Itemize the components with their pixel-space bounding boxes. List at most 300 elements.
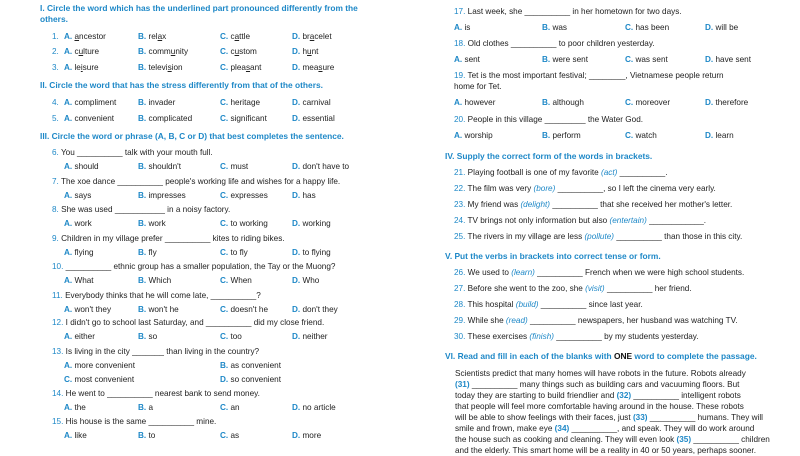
answer-option[interactable]	[64, 32, 106, 42]
option-letter: C.	[220, 63, 231, 72]
option-letter: A.	[64, 162, 75, 171]
question-text: Before she went to the zoo, she	[467, 284, 586, 293]
question-number: 11.	[52, 291, 66, 300]
option-letter: C.	[625, 55, 636, 64]
option-letter: D.	[292, 63, 303, 72]
option-letter: A.	[454, 23, 465, 32]
option-letter: C.	[625, 23, 636, 32]
option-text: complicated	[148, 114, 193, 123]
option-letter: B.	[138, 98, 149, 107]
answer-option[interactable]	[220, 248, 248, 258]
option-text: invader	[148, 98, 176, 107]
answer-option[interactable]	[292, 63, 334, 73]
question-text: The xoe dance __________ people's working life and wishes for a happy life.	[60, 177, 341, 186]
answer-option[interactable]	[138, 431, 155, 441]
passage-text: __________ children	[691, 435, 770, 444]
word-hint: (read)	[505, 316, 528, 325]
question-number: 1.	[52, 32, 59, 41]
option-text: comm	[148, 47, 171, 56]
option-text: c	[74, 47, 79, 56]
option-text: a	[148, 403, 154, 412]
underlined-letter: a	[234, 32, 240, 41]
option-text: however	[464, 98, 496, 107]
answer-option[interactable]	[625, 131, 657, 141]
option-letter: D.	[292, 219, 303, 228]
option-text: as	[230, 431, 240, 440]
question-number: 29.	[454, 316, 468, 325]
option-letter: C.	[220, 98, 231, 107]
option-text: don't they	[302, 305, 338, 314]
question-number: 27.	[454, 284, 468, 293]
option-text: stom	[239, 47, 257, 56]
passage-text: __________ humans. They will	[647, 413, 763, 422]
question-number: 9.	[52, 234, 62, 243]
question-text: We used to	[467, 268, 512, 277]
question-number: 3.	[52, 63, 59, 72]
option-text: ttle	[239, 32, 251, 41]
underlined-letter: u	[307, 47, 312, 56]
answer-option[interactable]	[705, 98, 748, 108]
answer-option[interactable]	[454, 55, 480, 65]
answer-option[interactable]	[64, 305, 111, 315]
answer-option[interactable]	[64, 248, 94, 258]
question-text: People in this village _________ the Water God.	[467, 115, 644, 124]
answer-option[interactable]	[64, 276, 94, 286]
question-line	[52, 417, 216, 427]
answer-option[interactable]	[542, 131, 581, 141]
option-text: ant	[250, 63, 262, 72]
option-letter: D.	[220, 375, 231, 384]
option-text: were sent	[552, 55, 588, 64]
answer-option[interactable]	[292, 32, 332, 42]
answer-option[interactable]	[220, 305, 268, 315]
answer-option[interactable]	[220, 114, 267, 124]
option-text: learn	[715, 131, 734, 140]
option-text: to	[148, 431, 156, 440]
option-text: Who	[302, 276, 320, 285]
option-text: should	[74, 162, 99, 171]
option-letter: D.	[292, 114, 303, 123]
answer-option[interactable]	[292, 191, 316, 201]
option-text: mea	[302, 63, 319, 72]
passage-text: __________, and speak. They will do work around	[569, 424, 755, 433]
question-line	[52, 148, 213, 158]
option-letter: D.	[292, 305, 303, 314]
option-letter: B.	[542, 55, 553, 64]
question-text: You __________ talk with your mouth full.	[60, 148, 213, 157]
option-text: so	[148, 332, 158, 341]
word-hint: (entertain)	[609, 216, 647, 225]
question-number: 13.	[52, 347, 66, 356]
answer-option[interactable]	[220, 63, 261, 73]
question-number: 22.	[454, 184, 468, 193]
blank-number: (32)	[616, 391, 632, 400]
blank-number: (35)	[676, 435, 692, 444]
option-letter: A.	[64, 403, 75, 412]
option-text: flying	[74, 248, 94, 257]
option-text: work	[148, 219, 166, 228]
answer-option[interactable]	[220, 431, 239, 441]
answer-option[interactable]	[220, 375, 281, 385]
question-text: __________.	[617, 168, 668, 177]
option-text: ion	[171, 63, 183, 72]
option-letter: A.	[64, 431, 75, 440]
answer-option[interactable]	[625, 23, 669, 33]
question-line	[52, 318, 324, 328]
question-text-continued: home for Tet.	[454, 82, 502, 91]
option-text: more	[302, 431, 322, 440]
question-number: 5.	[52, 114, 59, 123]
option-text: h	[302, 47, 308, 56]
question-text: __________ by my students yesterday.	[553, 332, 699, 341]
answer-option[interactable]	[138, 98, 175, 108]
answer-option[interactable]	[138, 403, 153, 413]
answer-option[interactable]	[292, 47, 318, 57]
answer-option[interactable]	[292, 305, 338, 315]
question-line	[454, 168, 667, 178]
underlined-letter: u	[170, 47, 176, 56]
question-text: ____________.	[646, 216, 707, 225]
option-text: moreover	[635, 98, 671, 107]
option-letter: D.	[705, 23, 716, 32]
option-text: as convenient	[230, 361, 281, 370]
reading-passage	[455, 368, 771, 456]
question-text: TV brings not only information but also	[467, 216, 610, 225]
option-text: x	[162, 32, 167, 41]
question-number: 14.	[52, 389, 66, 398]
option-letter: B.	[542, 98, 553, 107]
word-hint: (delight)	[520, 200, 551, 209]
option-letter: C.	[625, 131, 636, 140]
option-letter: A.	[64, 63, 75, 72]
answer-option[interactable]	[220, 219, 268, 229]
question-line	[454, 268, 744, 278]
option-letter: C.	[220, 191, 231, 200]
heading-text: word to complete the passage.	[632, 351, 757, 361]
passage-line	[455, 379, 771, 390]
question-number: 26.	[454, 268, 468, 277]
underlined-letter: s	[318, 63, 323, 72]
word-hint: (finish)	[529, 332, 554, 341]
question-number: 28.	[454, 300, 468, 309]
option-text: When	[230, 276, 252, 285]
option-text: to fly	[230, 248, 248, 257]
word-hint: (pollute)	[584, 232, 615, 241]
question-text: She was used ___________ in a noisy factory.	[61, 205, 231, 214]
option-text: have sent	[715, 55, 751, 64]
option-text: rel	[148, 32, 158, 41]
option-letter: B.	[138, 431, 149, 440]
underlined-letter: a	[74, 32, 80, 41]
blank-number: (34)	[554, 424, 570, 433]
answer-option[interactable]	[542, 23, 567, 33]
option-letter: A.	[64, 361, 75, 370]
word-hint: (act)	[601, 168, 618, 177]
answer-option[interactable]	[705, 131, 734, 141]
answer-option[interactable]	[64, 332, 95, 342]
answer-option[interactable]	[220, 98, 260, 108]
option-letter: C.	[220, 276, 231, 285]
option-text: must	[230, 162, 249, 171]
question-text: __________ French when we were high school students.	[534, 268, 745, 277]
answer-option[interactable]	[64, 361, 135, 371]
question-number: 4.	[52, 98, 59, 107]
passage-line: that people will feel more comfortable having around in the house. These robots	[455, 402, 744, 411]
underlined-letter: u	[78, 47, 84, 56]
option-text: working	[302, 219, 331, 228]
answer-option[interactable]	[64, 191, 91, 201]
answer-option[interactable]	[292, 162, 349, 172]
underlined-letter: u	[234, 47, 240, 56]
option-letter: A.	[64, 191, 75, 200]
answer-option[interactable]	[138, 47, 188, 57]
option-letter: A.	[454, 55, 465, 64]
option-letter: A.	[64, 47, 75, 56]
answer-option[interactable]	[138, 332, 157, 342]
question-number: 12.	[52, 318, 66, 327]
option-letter: D.	[292, 98, 303, 107]
question-text: This hospital	[467, 300, 516, 309]
blank-number: (31)	[455, 380, 470, 389]
option-letter: D.	[292, 431, 303, 440]
answer-option[interactable]	[220, 361, 281, 371]
question-line	[454, 39, 655, 49]
answer-option[interactable]	[138, 191, 186, 201]
option-text: was sent	[635, 55, 668, 64]
option-letter: C.	[220, 114, 231, 123]
option-text: carnival	[302, 98, 331, 107]
answer-option[interactable]	[292, 431, 321, 441]
option-letter: B.	[220, 361, 231, 370]
answer-option[interactable]	[64, 375, 134, 385]
option-letter: A.	[454, 131, 465, 140]
answer-option[interactable]	[138, 276, 171, 286]
answer-option[interactable]	[292, 219, 331, 229]
option-text: celet	[314, 32, 332, 41]
answer-option[interactable]	[64, 431, 87, 441]
answer-option[interactable]	[292, 248, 331, 258]
answer-option[interactable]	[292, 403, 336, 413]
option-text: to flying	[302, 248, 331, 257]
question-line	[454, 200, 732, 210]
word-hint: (build)	[515, 300, 539, 309]
option-text: essential	[302, 114, 335, 123]
question-text: While she	[467, 316, 506, 325]
option-letter: C.	[220, 403, 231, 412]
section-3-heading: III. Circle the word or phrase (A, B, C or D) that best completes the sentence.	[40, 131, 344, 141]
option-text: significant	[230, 114, 267, 123]
answer-option[interactable]	[625, 55, 668, 65]
answer-option[interactable]	[138, 248, 157, 258]
option-text: televi	[148, 63, 168, 72]
option-letter: B.	[138, 114, 149, 123]
answer-option[interactable]	[138, 305, 179, 315]
question-line	[454, 7, 682, 17]
answer-option[interactable]	[454, 131, 493, 141]
question-text: Last week, she __________ in her hometown for two days.	[467, 7, 682, 16]
option-text: although	[552, 98, 584, 107]
option-letter: A.	[64, 248, 75, 257]
question-text: __________ than those in this city.	[614, 232, 743, 241]
answer-option[interactable]	[292, 114, 335, 124]
question-number: 24.	[454, 216, 468, 225]
answer-option[interactable]	[138, 219, 166, 229]
section-5-heading: V. Put the verbs in brackets into correct tense or form.	[445, 251, 661, 261]
section-6-heading	[445, 351, 757, 362]
section-4-heading: IV. Supply the correct form of the words in brackets.	[445, 151, 653, 161]
question-text: The film was very	[467, 184, 534, 193]
question-text: Playing football is one of my favorite	[467, 168, 602, 177]
option-text: to working	[230, 219, 268, 228]
question-text: __________, so I left the cinema very early.	[555, 184, 716, 193]
question-text: His house is the same __________ mine.	[65, 417, 217, 426]
answer-option[interactable]	[138, 162, 181, 172]
passage-text: will be able to show feelings with their faces, just	[455, 413, 633, 422]
option-text: doesn't he	[230, 305, 268, 314]
question-line	[52, 389, 260, 399]
question-line	[52, 291, 261, 301]
option-letter: D.	[705, 55, 716, 64]
option-text: either	[74, 332, 95, 341]
option-text: le	[74, 63, 81, 72]
option-text: ure	[322, 63, 335, 72]
question-text: These exercises	[467, 332, 530, 341]
answer-option[interactable]	[625, 98, 670, 108]
question-line	[454, 332, 699, 342]
heading-text: VI. Read and fill in each of the blanks with	[445, 351, 614, 361]
option-letter: C.	[625, 98, 636, 107]
passage-text: the house such as cooking and cleaning. They will even look	[455, 435, 677, 444]
passage-line	[455, 434, 771, 445]
option-letter: D.	[292, 162, 303, 171]
option-text: br	[302, 32, 310, 41]
answer-option[interactable]	[292, 98, 331, 108]
passage-text: __________ intelligent robots	[631, 391, 741, 400]
option-letter: C.	[220, 431, 231, 440]
answer-option[interactable]	[64, 403, 86, 413]
section-1-heading: I. Circle the word which has the underlined part pronounced differently from the others.	[40, 3, 358, 24]
question-number: 17.	[454, 7, 468, 16]
answer-option[interactable]	[64, 63, 99, 73]
option-letter: B.	[138, 403, 149, 412]
option-text: fly	[148, 248, 157, 257]
question-line	[52, 205, 230, 215]
answer-option[interactable]	[138, 32, 166, 42]
option-text: is	[464, 23, 471, 32]
answer-option[interactable]	[220, 191, 268, 201]
question-line	[454, 232, 742, 242]
option-text: sure	[82, 63, 99, 72]
answer-option[interactable]	[64, 162, 99, 172]
answer-option[interactable]	[454, 23, 470, 33]
option-letter: B.	[138, 63, 149, 72]
blank-number: (33)	[632, 413, 648, 422]
question-text: I didn't go to school last Saturday, and __________ did my close friend.	[65, 318, 325, 327]
option-text: was	[552, 23, 568, 32]
option-text: impresses	[148, 191, 186, 200]
option-text: don't have to	[302, 162, 350, 171]
option-text: expresses	[230, 191, 268, 200]
option-letter: A.	[64, 332, 75, 341]
answer-option[interactable]	[220, 47, 257, 57]
passage-line	[455, 423, 771, 434]
underlined-letter: a	[309, 32, 315, 41]
option-text: lture	[83, 47, 100, 56]
option-letter: C.	[64, 375, 75, 384]
option-letter: A.	[64, 276, 75, 285]
option-letter: C.	[220, 47, 231, 56]
question-number: 10.	[52, 262, 66, 271]
option-letter: D.	[705, 131, 716, 140]
answer-option[interactable]	[220, 32, 250, 42]
passage-line: and the elderly. This smart home will be a reality in 40 or 50 years, perhaps sooner.	[455, 446, 756, 455]
option-letter: B.	[138, 162, 149, 171]
option-letter: D.	[292, 332, 303, 341]
answer-option[interactable]	[454, 98, 495, 108]
answer-option[interactable]	[220, 276, 252, 286]
answer-option[interactable]	[542, 55, 588, 65]
answer-option[interactable]	[220, 162, 248, 172]
answer-option[interactable]	[138, 63, 183, 73]
option-text: heritage	[230, 98, 261, 107]
option-letter: B.	[542, 23, 553, 32]
answer-option[interactable]	[64, 47, 99, 57]
answer-option[interactable]	[292, 276, 319, 286]
answer-option[interactable]	[220, 332, 242, 342]
word-hint: (learn)	[511, 268, 535, 277]
question-text: __________ since last year.	[538, 300, 643, 309]
answer-option[interactable]	[64, 219, 92, 229]
answer-option[interactable]	[220, 403, 240, 413]
question-line	[454, 71, 724, 81]
answer-option[interactable]	[705, 23, 738, 33]
option-text: will be	[715, 23, 739, 32]
option-text: most convenient	[74, 375, 135, 384]
question-text: Is living in the city _______ than living in the country?	[65, 347, 260, 356]
answer-option[interactable]	[64, 114, 114, 124]
option-text: neither	[302, 332, 328, 341]
option-letter: B.	[138, 191, 149, 200]
option-text: an	[230, 403, 240, 412]
answer-option[interactable]	[138, 114, 192, 124]
passage-line	[455, 390, 771, 401]
option-letter: D.	[292, 191, 303, 200]
question-line	[454, 284, 692, 294]
option-text: won't he	[148, 305, 179, 314]
question-line	[454, 300, 643, 310]
option-letter: A.	[64, 219, 75, 228]
option-text: What	[74, 276, 94, 285]
question-text: The rivers in my village are less	[467, 232, 585, 241]
option-letter: C.	[220, 305, 231, 314]
option-text: Which	[148, 276, 172, 285]
answer-option[interactable]	[542, 98, 584, 108]
option-text: plea	[230, 63, 246, 72]
answer-option[interactable]	[64, 98, 116, 108]
answer-option[interactable]	[705, 55, 751, 65]
answer-option[interactable]	[292, 332, 328, 342]
option-text: nity	[175, 47, 189, 56]
passage-line	[455, 412, 771, 423]
question-text: Everybody thinks that he will come late, __________?	[65, 291, 261, 300]
passage-text: smile and frown, make eye	[455, 424, 555, 433]
option-letter: D.	[292, 47, 303, 56]
question-number: 18.	[454, 39, 468, 48]
option-letter: D.	[292, 32, 303, 41]
question-line	[454, 184, 716, 194]
question-number: 20.	[454, 115, 468, 124]
option-text: no article	[302, 403, 336, 412]
